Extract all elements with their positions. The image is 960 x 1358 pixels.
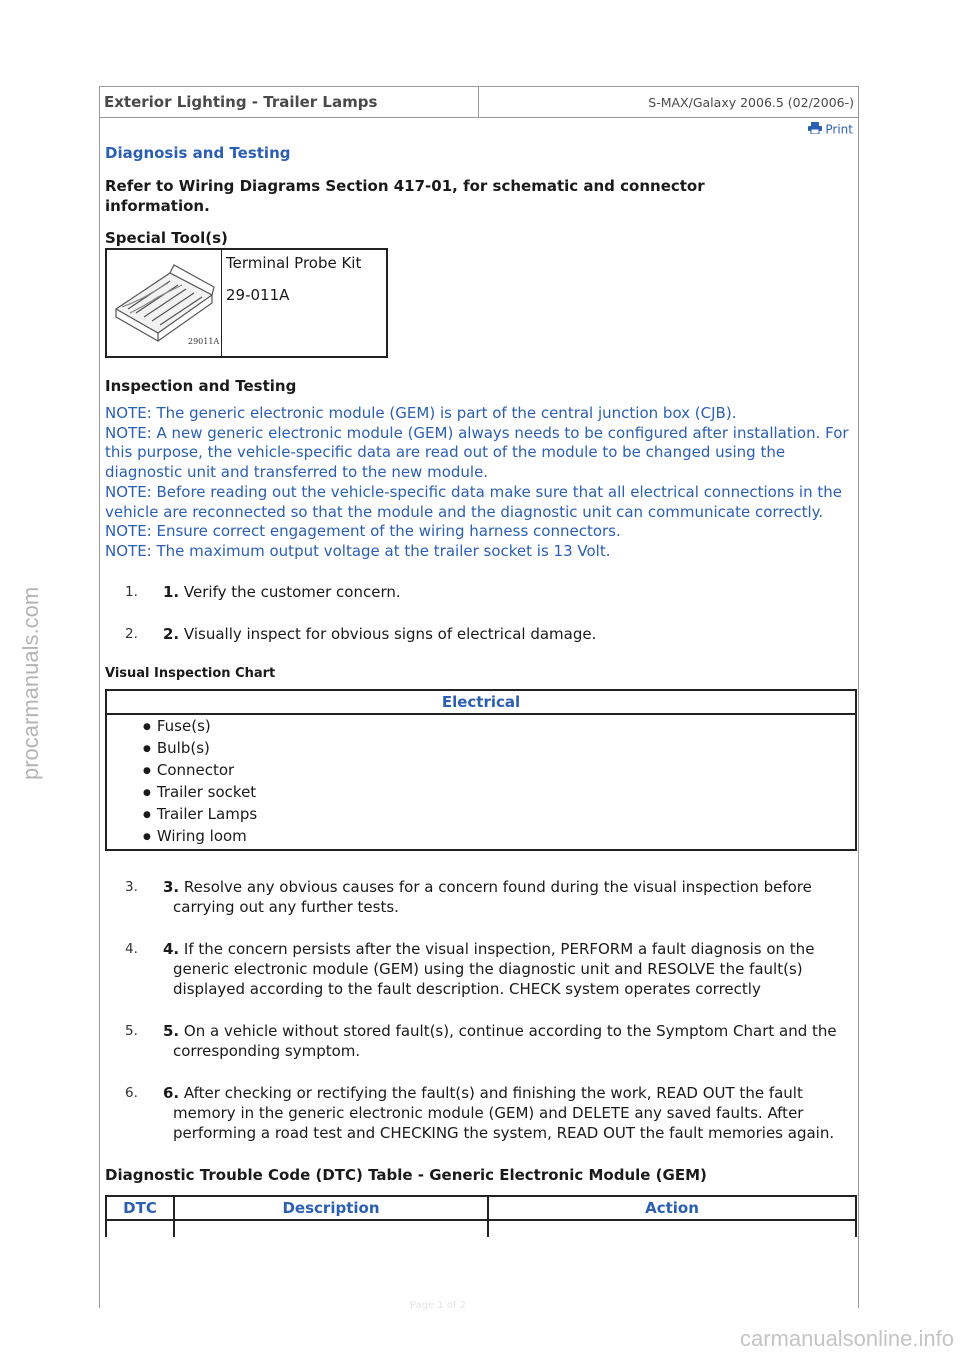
tool-image bbox=[106, 249, 222, 357]
steps-list-a bbox=[105, 582, 853, 644]
step-text: If the concern persists after the visual inspection, PERFORM a fault diagnosis on the generic electronic module (GEM) using the diagnostic unit and RESOLVE the fault(s) displayed according to the fault description. CHECK system operates correctly bbox=[173, 939, 815, 998]
step-bold-number: 6. bbox=[163, 1083, 180, 1102]
step-text: Verify the customer concern. bbox=[183, 582, 401, 601]
step-bold-number: 5. bbox=[163, 1021, 180, 1040]
note-item: NOTE: Ensure correct engagement of the wiring harness connectors. bbox=[105, 522, 621, 541]
list-item: ● Wiring loom bbox=[157, 827, 855, 849]
dtc-col-action: Action bbox=[488, 1196, 856, 1220]
dtc-heading: Diagnostic Trouble Code (DTC) Table - Generic Electronic Module (GEM) bbox=[105, 1165, 707, 1184]
list-item: ● Trailer socket bbox=[157, 783, 855, 805]
steps-list-b bbox=[105, 877, 853, 1143]
probe-kit-illustration bbox=[108, 251, 220, 351]
tool-image-caption: 29011A bbox=[188, 337, 220, 346]
electrical-items-list bbox=[107, 717, 855, 849]
wiring-reference: Refer to Wiring Diagrams Section 417-01, for schematic and connector information. bbox=[105, 177, 705, 215]
note-item: NOTE: A new generic electronic module (GEM) always needs to be configured after installation. For this purpose, the vehicle-specific data are read out of the module to be changed using the diagnostic unit and transferred to the new module. bbox=[105, 423, 849, 482]
page-header bbox=[99, 86, 859, 118]
special-tools-heading: Special Tool(s) bbox=[105, 229, 228, 247]
step-number: 2. bbox=[125, 625, 138, 642]
step-bold-number: 4. bbox=[163, 939, 180, 958]
side-watermark: procarmanuals.com bbox=[18, 586, 43, 780]
manual-page bbox=[99, 86, 859, 1308]
model-label: S-MAX/Galaxy 2006.5 (02/2006-) bbox=[648, 94, 854, 110]
print-label: Print bbox=[825, 122, 853, 137]
step-item bbox=[105, 1021, 853, 1061]
note-item: NOTE: The maximum output voltage at the trailer socket is 13 Volt. bbox=[105, 541, 611, 560]
table-row bbox=[106, 1220, 856, 1237]
list-item: ● Bulb(s) bbox=[157, 739, 855, 761]
page-footer: Page 1 of 2 bbox=[410, 1300, 467, 1311]
step-item bbox=[105, 582, 853, 602]
tool-number: 29-011A bbox=[226, 286, 290, 304]
step-number: 1. bbox=[125, 583, 138, 600]
chart-column-electrical: Electrical bbox=[106, 690, 856, 714]
step-number: 5. bbox=[125, 1022, 138, 1039]
step-number: 6. bbox=[125, 1084, 138, 1101]
dtc-table bbox=[105, 1195, 857, 1237]
dtc-col-dtc: DTC bbox=[106, 1196, 174, 1220]
notes-block bbox=[105, 404, 853, 562]
step-bold-number: 1. bbox=[163, 582, 180, 601]
step-item bbox=[105, 1083, 853, 1143]
list-item: ● Connector bbox=[157, 761, 855, 783]
step-text: On a vehicle without stored fault(s), continue according to the Symptom Chart and the corresponding symptom. bbox=[173, 1021, 837, 1060]
visual-chart-heading: Visual Inspection Chart bbox=[105, 665, 276, 681]
step-bold-number: 3. bbox=[163, 877, 180, 896]
step-text: After checking or rectifying the fault(s) and finishing the work, READ OUT the fault memory in the generic electronic module (GEM) and DELETE any saved faults. After performing a road test and CHECKING the system, READ OUT the fault memories again. bbox=[173, 1083, 835, 1142]
inspection-heading: Inspection and Testing bbox=[105, 377, 297, 395]
tool-name: Terminal Probe Kit bbox=[226, 254, 362, 272]
page-title: Exterior Lighting - Trailer Lamps bbox=[100, 87, 479, 118]
list-item: ● Trailer Lamps bbox=[157, 805, 855, 827]
bottom-watermark: carmanualsonline.info bbox=[739, 1326, 954, 1351]
dtc-col-description: Description bbox=[174, 1196, 488, 1220]
note-item: NOTE: The generic electronic module (GEM) is part of the central junction box (CJB). bbox=[105, 404, 737, 422]
tool-description bbox=[222, 249, 388, 357]
list-item: ● Fuse(s) bbox=[157, 717, 855, 739]
note-item: NOTE: Before reading out the vehicle-specific data make sure that all electrical connections in the vehicle are reconnected so that the module and the diagnostic unit can communicate correctly. bbox=[105, 482, 842, 521]
step-item bbox=[105, 624, 853, 644]
printer-icon bbox=[808, 123, 826, 137]
diagnosis-heading: Diagnosis and Testing bbox=[105, 144, 291, 162]
step-bold-number: 2. bbox=[163, 624, 180, 643]
step-number: 4. bbox=[125, 940, 138, 957]
visual-inspection-chart bbox=[105, 689, 857, 851]
step-item bbox=[105, 939, 853, 999]
special-tool-table bbox=[105, 248, 388, 358]
step-item bbox=[105, 877, 853, 917]
step-text: Visually inspect for obvious signs of electrical damage. bbox=[183, 624, 597, 643]
step-number: 3. bbox=[125, 878, 138, 895]
print-button[interactable] bbox=[105, 118, 853, 136]
page-content bbox=[99, 118, 859, 1308]
step-text: Resolve any obvious causes for a concern found during the visual inspection before carrying out any further tests. bbox=[173, 877, 812, 916]
